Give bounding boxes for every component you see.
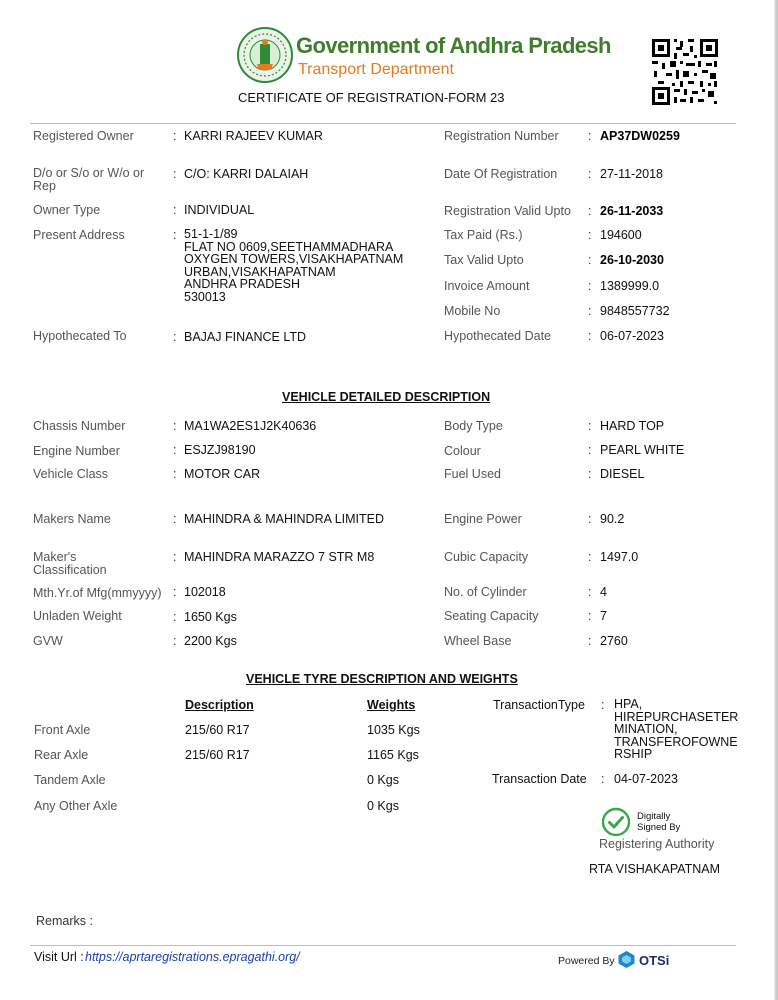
registration-date-label: Date Of Registration bbox=[444, 167, 558, 181]
org-name: Government of Andhra Pradesh bbox=[296, 33, 611, 58]
makers-name-value: MAHINDRA & MAHINDRA LIMITED bbox=[184, 512, 385, 526]
engine-number-value: ESJZJ98190 bbox=[184, 443, 256, 457]
colon: : bbox=[588, 550, 592, 564]
mobile-label: Mobile No bbox=[444, 304, 501, 318]
vehicle-section-title: VEHICLE DETAILED DESCRIPTION bbox=[282, 390, 491, 404]
page-edge-shadow bbox=[774, 0, 778, 1000]
engine-number-label: Engine Number bbox=[33, 444, 120, 458]
hypothecated-to-value: BAJAJ FINANCE LTD bbox=[184, 330, 307, 344]
otsi-logo-icon bbox=[617, 950, 636, 969]
body-type-label: Body Type bbox=[444, 419, 503, 433]
cubic-capacity-label: Cubic Capacity bbox=[444, 550, 529, 564]
front-axle-desc: 215/60 R17 bbox=[185, 723, 250, 737]
wheel-base-value: 2760 bbox=[600, 634, 628, 648]
front-axle-label: Front Axle bbox=[34, 723, 91, 737]
colon: : bbox=[173, 167, 177, 181]
front-axle-weight: 1035 Kgs bbox=[367, 723, 420, 737]
form-title: CERTIFICATE OF REGISTRATION-FORM 23 bbox=[238, 90, 505, 105]
hypothecated-date-value: 06-07-2023 bbox=[600, 329, 664, 343]
colon: : bbox=[588, 585, 592, 599]
transaction-date-value: 04-07-2023 bbox=[614, 772, 678, 786]
relation-label: D/o or S/o or W/o or Rep bbox=[33, 166, 145, 193]
transaction-type-label: TransactionType bbox=[493, 698, 585, 712]
powered-by-text: Powered By bbox=[558, 955, 615, 967]
unladen-weight-value: 1650 Kgs bbox=[184, 610, 237, 624]
body-type-value: HARD TOP bbox=[600, 419, 665, 433]
header-divider bbox=[30, 123, 736, 124]
colon: : bbox=[173, 610, 177, 624]
vehicle-class-value: MOTOR CAR bbox=[184, 467, 261, 481]
colon: : bbox=[173, 550, 177, 564]
owner-type-label: Owner Type bbox=[33, 203, 101, 217]
colon: : bbox=[588, 512, 592, 526]
other-axle-label: Any Other Axle bbox=[34, 799, 118, 813]
tyre-section-title: VEHICLE TYRE DESCRIPTION AND WEIGHTS bbox=[246, 672, 518, 686]
colon: : bbox=[588, 167, 592, 181]
owner-type-value: INDIVIDUAL bbox=[184, 203, 255, 217]
tax-paid-value: 194600 bbox=[600, 228, 642, 242]
fuel-used-label: Fuel Used bbox=[444, 467, 501, 481]
other-axle-weight: 0 Kgs bbox=[367, 799, 399, 813]
colon: : bbox=[173, 443, 177, 457]
digitally-signed-text: Digitally Signed By bbox=[637, 811, 681, 833]
colon: : bbox=[173, 203, 177, 217]
description-header: Description bbox=[185, 698, 254, 712]
colon: : bbox=[601, 772, 605, 786]
present-address-value: 51-1-1/89 FLAT NO 0609,SEETHAMMADHARA OXYGEN TOWERS,VISAKHAPATNAM URBAN,VISAKHAPATNAM ANDHRA PRADESH 530013 bbox=[184, 227, 404, 304]
ap-emblem-icon bbox=[236, 26, 294, 84]
hypothecated-to-label: Hypothecated To bbox=[33, 329, 127, 343]
qr-code-icon bbox=[650, 37, 720, 107]
classification-value: MAHINDRA MARAZZO 7 STR M8 bbox=[184, 550, 375, 564]
visit-url-label: Visit Url : bbox=[34, 950, 84, 964]
colon: : bbox=[588, 129, 592, 143]
registered-owner-label: Registered Owner bbox=[33, 129, 134, 143]
colon: : bbox=[173, 512, 177, 526]
transaction-type-value: HPA, HIREPURCHASETER MINATION, TRANSFEROFOWNE RSHIP bbox=[614, 697, 739, 761]
classification-label: Maker's Classification bbox=[33, 550, 107, 577]
cylinder-value: 4 bbox=[600, 585, 607, 599]
rta-name: RTA VISHAKAPATNAM bbox=[589, 862, 721, 876]
footer-divider bbox=[30, 945, 736, 946]
registration-date-value: 27-11-2018 bbox=[600, 167, 664, 181]
colon: : bbox=[588, 253, 592, 267]
registration-valid-value: 26-11-2033 bbox=[600, 204, 664, 218]
unladen-weight-label: Unladen Weight bbox=[33, 609, 122, 623]
colon: : bbox=[588, 443, 592, 457]
colon: : bbox=[173, 419, 177, 433]
registration-number-value: AP37DW0259 bbox=[600, 129, 680, 143]
registration-valid-label: Registration Valid Upto bbox=[444, 204, 571, 218]
colour-value: PEARL WHITE bbox=[600, 443, 685, 457]
colon: : bbox=[588, 279, 592, 293]
transaction-date-label: Transaction Date bbox=[492, 772, 587, 786]
chassis-label: Chassis Number bbox=[33, 419, 126, 433]
engine-power-label: Engine Power bbox=[444, 512, 522, 526]
colon: : bbox=[601, 698, 605, 712]
colon: : bbox=[173, 634, 177, 648]
check-circle-icon bbox=[601, 807, 631, 837]
colon: : bbox=[173, 129, 177, 143]
colon: : bbox=[588, 329, 592, 343]
gvw-label: GVW bbox=[33, 634, 63, 648]
visit-url-link[interactable]: https://aprtaregistrations.epragathi.org/ bbox=[85, 950, 300, 964]
registration-number-label: Registration Number bbox=[444, 129, 559, 143]
engine-power-value: 90.2 bbox=[600, 512, 625, 526]
mobile-value: 9848557732 bbox=[600, 304, 670, 318]
colon: : bbox=[588, 204, 592, 218]
weights-header: Weights bbox=[367, 698, 416, 712]
tandem-axle-weight: 0 Kgs bbox=[367, 773, 399, 787]
tandem-axle-label: Tandem Axle bbox=[34, 773, 106, 787]
colon: : bbox=[588, 304, 592, 318]
colon: : bbox=[588, 634, 592, 648]
colon: : bbox=[588, 467, 592, 481]
colour-label: Colour bbox=[444, 444, 481, 458]
gvw-value: 2200 Kgs bbox=[184, 634, 237, 648]
seating-capacity-value: 7 bbox=[600, 609, 607, 623]
registered-owner-value: KARRI RAJEEV KUMAR bbox=[184, 129, 323, 143]
relation-value: C/O: KARRI DALAIAH bbox=[184, 167, 309, 181]
present-address-label: Present Address bbox=[33, 228, 125, 242]
tax-valid-label: Tax Valid Upto bbox=[444, 253, 524, 267]
cylinder-label: No. of Cylinder bbox=[444, 585, 527, 599]
tax-paid-label: Tax Paid (Rs.) bbox=[444, 228, 523, 242]
fuel-used-value: DIESEL bbox=[600, 467, 645, 481]
tax-valid-value: 26-10-2030 bbox=[600, 253, 664, 267]
colon: : bbox=[588, 609, 592, 623]
invoice-amount-value: 1389999.0 bbox=[600, 279, 660, 293]
vehicle-class-label: Vehicle Class bbox=[33, 467, 109, 481]
chassis-value: MA1WA2ES1J2K40636 bbox=[184, 419, 317, 433]
colon: : bbox=[173, 585, 177, 599]
rear-axle-label: Rear Axle bbox=[34, 748, 89, 762]
remarks-label: Remarks : bbox=[36, 914, 93, 928]
colon: : bbox=[588, 419, 592, 433]
invoice-amount-label: Invoice Amount bbox=[444, 279, 530, 293]
colon: : bbox=[588, 228, 592, 242]
hypothecated-date-label: Hypothecated Date bbox=[444, 329, 552, 343]
registering-authority: Registering Authority bbox=[599, 837, 715, 851]
colon: : bbox=[173, 228, 177, 242]
colon: : bbox=[173, 467, 177, 481]
rear-axle-desc: 215/60 R17 bbox=[185, 748, 250, 762]
colon: : bbox=[173, 330, 177, 344]
mfg-value: 102018 bbox=[184, 585, 226, 599]
seating-capacity-label: Seating Capacity bbox=[444, 609, 539, 623]
otsi-brand: OTSi bbox=[639, 953, 670, 968]
makers-name-label: Makers Name bbox=[33, 512, 111, 526]
department-name: Transport Department bbox=[298, 61, 454, 78]
rear-axle-weight: 1165 Kgs bbox=[367, 748, 419, 762]
mfg-label: Mth.Yr.of Mfg(mmyyyy) bbox=[33, 586, 162, 600]
cubic-capacity-value: 1497.0 bbox=[600, 550, 639, 564]
wheel-base-label: Wheel Base bbox=[444, 634, 512, 648]
